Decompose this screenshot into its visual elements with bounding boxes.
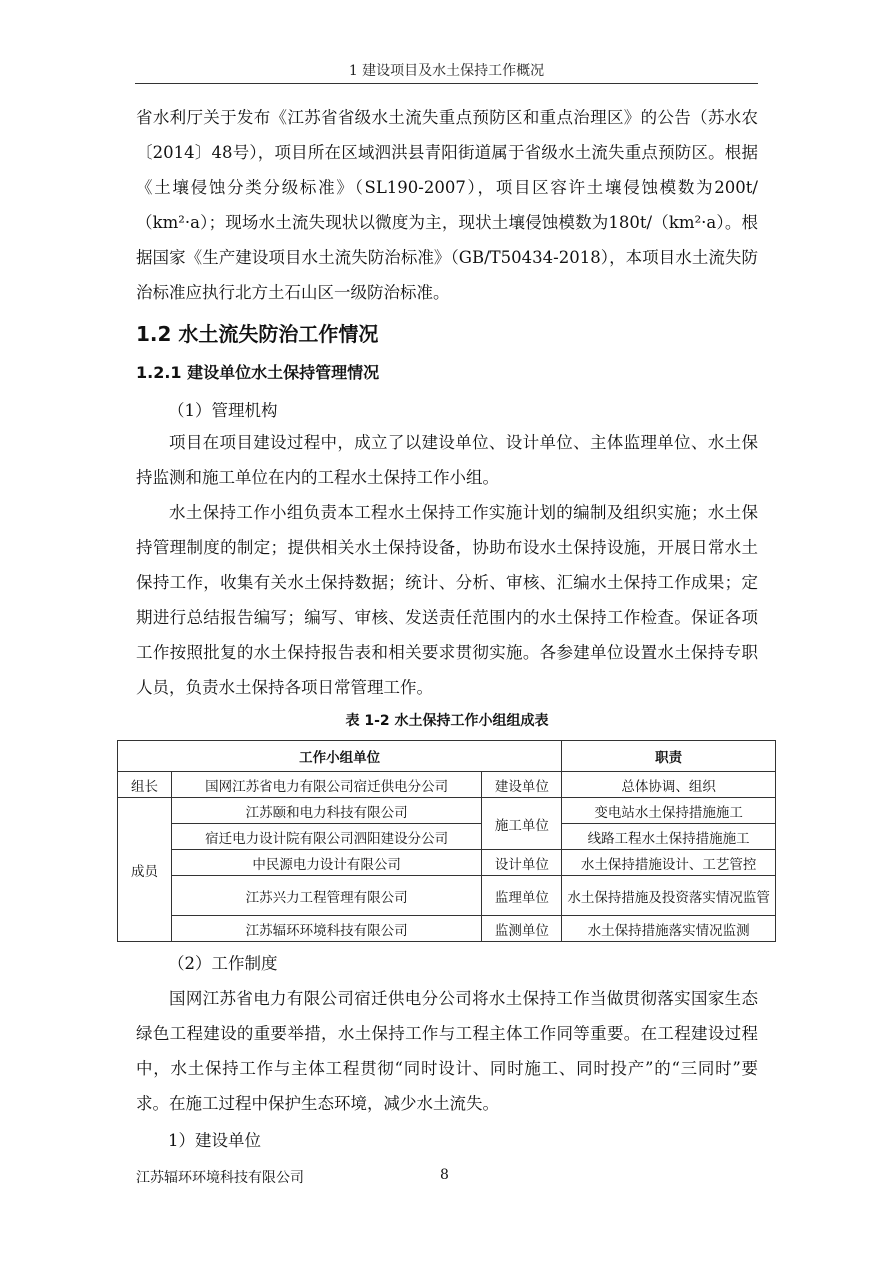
page-number: 8	[440, 1167, 449, 1183]
table-caption: 表 1-2 水土保持工作小组组成表	[345, 713, 549, 729]
item-1-paragraph-1: 项目在项目建设过程中，成立了以建设单位、设计单位、主体监理单位、水土保持监测和施工单位在内的工程水土保持工作小组。	[136, 433, 758, 487]
table-row	[118, 798, 776, 824]
role-cell: 成员	[118, 798, 172, 942]
table-row	[118, 824, 776, 850]
header-rule	[135, 83, 758, 84]
duty-cell: 线路工程水土保持措施施工	[562, 824, 776, 850]
table-header-row	[118, 741, 776, 772]
unit-type-cell: 监测单位	[482, 916, 562, 942]
unit-type-cell: 施工单位	[482, 798, 562, 850]
duty-cell: 水土保持措施落实情况监测	[562, 916, 776, 942]
running-header: 1 建设项目及水土保持工作概况	[348, 63, 545, 79]
role-cell: 组长	[118, 772, 172, 798]
header-duty: 职责	[562, 741, 776, 772]
duty-cell: 变电站水土保持措施施工	[562, 798, 776, 824]
sub-item-1-title: 1）建设单位	[168, 1131, 261, 1150]
table-row	[118, 772, 776, 798]
duty-cell: 总体协调、组织	[562, 772, 776, 798]
company-cell: 江苏兴力工程管理有限公司	[171, 876, 481, 916]
item-2-paragraph-1: 国网江苏省电力有限公司宿迁供电分公司将水土保持工作当做贯彻落实国家生态绿色工程建设的重要举措，水土保持工作与工程主体工作同等重要。在工程建设过程中，水土保持工作与主体工程贯彻“同时设计、同时施工、同时投产”的“三同时”要求。在施工过程中保护生态环境，减少水土流失。	[136, 989, 758, 1113]
section-heading-1-2-1: 1.2.1 建设单位水土保持管理情况	[136, 363, 380, 382]
table-row	[118, 876, 776, 916]
company-cell: 宿迁电力设计院有限公司泗阳建设分公司	[171, 824, 481, 850]
table-row	[118, 850, 776, 876]
unit-type-cell: 设计单位	[482, 850, 562, 876]
footer-company: 江苏辐环环境科技有限公司	[136, 1170, 304, 1186]
company-cell: 中民源电力设计有限公司	[171, 850, 481, 876]
table-row	[118, 916, 776, 942]
item-1-paragraph-2: 水土保持工作小组负责本工程水土保持工作实施计划的编制及组织实施；水土保持管理制度的制定；提供相关水土保持设备，协助布设水土保持设施，开展日常水土保持工作，收集有关水土保持数据；统计、分析、审核、汇编水土保持工作成果；定期进行总结报告编写；编写、审核、发送责任范围内的水土保持工作检查。保证各项工作按照批复的水土保持报告表和相关要求贯彻实施。各参建单位设置水土保持专职人员，负责水土保持各项日常管理工作。	[136, 503, 758, 697]
unit-type-cell: 监理单位	[482, 876, 562, 916]
duty-cell: 水土保持措施及投资落实情况监管	[562, 876, 776, 916]
work-group-table	[117, 740, 776, 942]
duty-cell: 水土保持措施设计、工艺管控	[562, 850, 776, 876]
item-1-title: （1）管理机构	[168, 401, 278, 420]
company-cell: 江苏颐和电力科技有限公司	[171, 798, 481, 824]
company-cell: 国网江苏省电力有限公司宿迁供电分公司	[171, 772, 481, 798]
company-cell: 江苏辐环环境科技有限公司	[171, 916, 481, 942]
item-2-title: （2）工作制度	[168, 954, 278, 973]
header-unit: 工作小组单位	[118, 741, 562, 772]
intro-paragraph: 省水利厅关于发布《江苏省省级水土流失重点预防区和重点治理区》的公告（苏水农〔2014〕48号），项目所在区域泗洪县青阳街道属于省级水土流失重点预防区。根据《土壤侵蚀分类分级标准》（SL190-2007），项目区容许土壤侵蚀模数为200t/（km²·a）；现场水土流失现状以微度为主，现状土壤侵蚀模数为180t/（km²·a）。根据国家《生产建设项目水土流失防治标准》（GB/T50434-2018），本项目水土流失防治标准应执行北方土石山区一级防治标准。	[136, 108, 758, 302]
section-heading-1-2: 1.2 水土流失防治工作情况	[136, 322, 379, 346]
unit-type-cell: 建设单位	[482, 772, 562, 798]
